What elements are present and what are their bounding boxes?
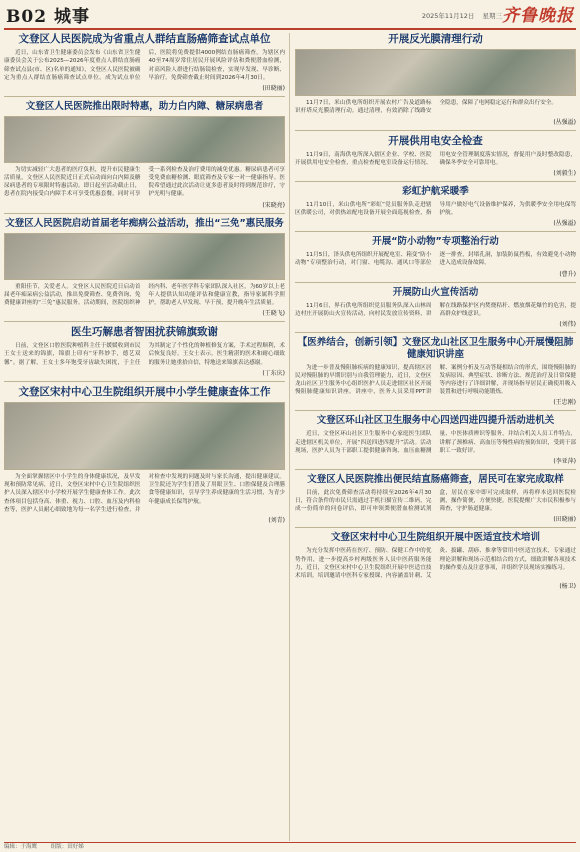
- headline: 开展“防小动物”专项整治行动: [372, 236, 499, 248]
- divider: [295, 181, 576, 182]
- headline: 开展供用电安全检查: [388, 134, 483, 147]
- divider: [295, 410, 576, 411]
- article-body: 近日，文登区环山社区卫生服务中心家庭医生团队走进辖区机关单位，开展“四送四进四提升”活动。活动现场，医护人员为干部职工提供健康咨询、血压血糖测量、中医体质辨识等服务，并结合机关人员工作特点，讲解了颈椎病、高血压等慢性病的预防知识，受到干部职工一致好评。: [295, 431, 576, 454]
- headline: 文登区人民医院启动首届老年痴病公益活动，推出“三免”惠民服务: [5, 217, 284, 229]
- article-power-safety: [295, 133, 576, 178]
- newspaper-logo: 齐鲁晚报: [502, 6, 574, 26]
- article-huanshan-community: [295, 413, 576, 464]
- page-footer: [4, 842, 576, 852]
- byline: (刘伟): [559, 320, 576, 328]
- headline: 文登区人民医院推出限时特惠，助力白内障、糖尿病患者: [25, 100, 264, 112]
- designer-credit: 组版：田好娣: [50, 844, 84, 850]
- article-fire-prevention: [295, 285, 576, 328]
- divider: [295, 282, 576, 283]
- article-reflective-film: [295, 31, 576, 126]
- left-column: [4, 31, 285, 841]
- divider: [295, 527, 576, 528]
- divider: [295, 469, 576, 470]
- article-home-sampling: [295, 472, 576, 523]
- headline: 医生巧解患者智困扰获锦旗致谢: [71, 326, 218, 339]
- article-body: 近日，山东省卫生健康委员会发布《山东省卫生健康委员会关于公布2025—2026年度重点人群结直肠癌筛查试点县(市、区)名单的通知》，文登区人民医院被确定为重点人群结直肠癌筛查试点单位。成为试点单位后，医院将免费提供4000例结直肠癌筛查，为辖区内40至74周岁常住居民开展风险评估和粪便潜血检测，对高风险人群进行结肠镜检查，实现早发现、早诊断、早治疗。免费筛查截止时间到2026年4月30日。: [4, 50, 285, 81]
- headline: 彩虹护航采暖季: [402, 186, 469, 198]
- news-photo: [295, 49, 576, 96]
- divider: [4, 96, 285, 97]
- article-body: 目前，此次免费筛查活动将持续至2026年4月30日，符合条件的市民只需通过手机扫描宣传二维码，完成一份简单的问卷评估，即可申领粪便潜血检测试剂盒，居民在家中即可完成取样，再将样本送回医院检测，操作简便，方便快捷。医院提醒广大市民积极参与筛查，守护肠道健康。: [295, 489, 576, 513]
- headline: 文登区人民医院推出便民结直肠癌筛查，居民可在家完成取样: [307, 473, 564, 485]
- article-small-animals: [295, 234, 576, 277]
- byline: (曹升): [559, 270, 576, 278]
- date-line: [416, 11, 502, 20]
- headline: 开展防山火宣传活动: [392, 286, 479, 298]
- right-column: [295, 31, 576, 841]
- news-photo: [4, 402, 285, 470]
- article-body: 为充分发挥中医药在医疗、预防、保健工作中的优势作用，进一步提高乡村两级医务人员中医药服务能力，近日，文登区宋村中心卫生院组织开展中医适宜技术培训。培训邀请中医科专家授课，内容涵盖针刺、艾灸、拔罐、刮痧、推拿等常用中医适宜技术，专家通过理论讲解和现场示范相结合的方式，细致讲解各项技术的操作要点及注意事项，并组织学员现场实操练习。: [295, 548, 576, 579]
- news-photo: [4, 233, 285, 280]
- divider: [4, 381, 285, 382]
- article-heating-season: [295, 184, 576, 227]
- article-body: 11月9日，南海供电所深入辖区企业、学校、医院开展供用电安全检查，重点检查配电室设备运行情况、用电安全管理制度落实情况，督促用户及时整改隐患，确保冬季安全可靠用电。: [295, 151, 576, 166]
- article-body: 为全面掌握辖区中小学生的身体健康状况，及早发现和预防常见病，近日，文登区宋村中心卫生院组织医护人员深入辖区中小学校开展学生健康查体工作。此次查体项目包括身高、体重、视力、口腔、血压及内科检查等，医护人员耐心细致地为每一名学生进行检查，并对检查中发现的问题及时与家长沟通，提出健康建议。卫生院还为学生们普及了用眼卫生、口腔保健及合理膳食等健康知识，引导学生养成健康的生活习惯，为青少年健康成长保驾护航。: [4, 473, 285, 513]
- byline: (丛强溢): [553, 118, 576, 126]
- article-body: 11月6日，界石供电所组织党员服务队深入山林周边村庄开展防山火宣传活动，向村民发放宣传资料，讲解在线路保护区内焚烧秸秆、燃放烟花爆竹的危害，提高群众护线意识。: [295, 302, 576, 317]
- issue-date: 2025年11月12日: [421, 12, 475, 20]
- divider: [295, 332, 576, 333]
- headline: 开展反光膜清理行动: [388, 33, 483, 45]
- byline: (丛强溢): [553, 220, 576, 228]
- section-title: B02 城事: [6, 7, 90, 27]
- byline: (田晓丽): [553, 516, 576, 524]
- byline: (田晓丽): [262, 84, 285, 92]
- headline: 文登区人民医院成为省重点人群结直肠癌筛查试点单位: [18, 33, 271, 45]
- issue-weekday: 星期三: [482, 12, 502, 20]
- article-pennant: [4, 324, 285, 377]
- headline: 文登区宋村中心卫生院组织开展中医适宜技术培训: [330, 532, 540, 544]
- article-screening-pilot: [4, 31, 285, 92]
- article-body: 11月7日，米山供电所组织开展农村广告及道路标识杆塔反光膜清理行动。通过清理，有效消除了线路安全隐患，保障了电网稳定运行和群众出行安全。: [295, 100, 557, 115]
- headline: 【医养结合，创新引领】文登区龙山社区卫生服务中心开展慢阻肺健康知识讲座: [297, 336, 574, 360]
- editor-credit: 编辑：于海鹰: [4, 844, 38, 850]
- article-cataract-offer: [4, 99, 285, 209]
- article-body: 11月10日，米山供电所“彩虹”党员服务队走进辖区供暖公司，对供热站配电设备开展全面巡视检查，指导用户做好电气设备维护保养，为供暖季安全用电保驾护航。: [295, 201, 576, 217]
- byline: (丁东庆): [262, 369, 285, 377]
- byline: (刘毅生): [553, 170, 576, 178]
- byline: (刘青): [268, 516, 285, 524]
- article-dementia-campaign: [4, 216, 285, 317]
- divider: [4, 321, 285, 322]
- article-body: 为进一步普及慢阻肺疾病的健康知识，提高辖区居民对慢阻肺的早期识别与自我管理能力，近日，文登区龙山社区卫生服务中心组织医护人员走进辖区社区开展慢阻肺健康知识讲座。讲座中，医务人员采用PPT讲解、案例分析及互动答疑相结合的形式，围绕慢阻肺的发病原因、典型症状、诊断方法、规范治疗及日常保健等内容进行了详细讲解，并现场指导居民正确使用吸入装置和进行呼吸功能锻炼。: [295, 364, 576, 396]
- byline: (李亚萍): [553, 457, 576, 465]
- article-body: 为切实减轻广大患者的医疗负担，提升市民健康生活质量，文登区人民医院近日正式启动面向白内障及糖尿病患者的专项限时特惠活动。即日起至活动截止日，患者在院内接受白内障手术可享受优惠套餐，同时可享受一系列检查及治疗费用的减免优惠。糖尿病患者可享受免费血糖检测、眼底筛查及专家一对一健康指导。医院希望通过此次活动让更多患者及时得到规范诊疗，守护光明与健康。: [4, 166, 285, 198]
- article-tcm-training: [295, 530, 576, 590]
- headline: 文登区宋村中心卫生院组织开展中小学生健康查体工作: [18, 385, 271, 398]
- masthead: [4, 0, 576, 30]
- byline: (杨卫): [559, 583, 576, 591]
- divider: [295, 231, 576, 232]
- article-body: 日前，文登区口腔医院种植科主任于媛媛收到市民王女士送来的锦旗，锦旗上印有“牙科妙手，德艺双馨”。据了解，王女士多年饱受牙齿缺失困扰，于主任为其制定了个性化的种植修复方案，手术过程顺利，术后恢复良好。王女士表示，医生精湛的医术和耐心细致的服务让她重拾自信，特地送来锦旗表达感谢。: [4, 343, 285, 366]
- byline: (王忠刚): [553, 399, 576, 407]
- news-photo: [4, 116, 285, 163]
- column-divider: [289, 33, 290, 841]
- headline: 文登区环山社区卫生服务中心四送四进四提升活动进机关: [316, 415, 555, 427]
- divider: [295, 130, 576, 131]
- byline: (王晓飞): [262, 310, 285, 318]
- article-student-checkup: [4, 384, 285, 524]
- article-body: 11月5日，泽头供电所组织开展配电室、箱变“防小动物”专项整治行动，对门窗、电缆沟、通风口等部位逐一排查，封堵孔洞，加装防鼠挡板，有效避免小动物进入造成设备故障。: [295, 252, 576, 267]
- byline: (宋晓亮): [262, 201, 285, 209]
- divider: [4, 213, 285, 214]
- article-body: 重阳佳节，关爱老人。文登区人民医院近日启动首届老年痴呆病公益活动，推出免费筛查、免费咨询、免费健康讲座的“三免”惠民服务。活动期间，医院组织神经内科、老年医学科专家团队深入社区，为60岁以上老年人提供认知功能评估和健康宣教，指导家属科学照护，帮助老人早发现、早干预，提升晚年生活质量。: [4, 283, 285, 306]
- article-copd-lecture: [295, 335, 576, 407]
